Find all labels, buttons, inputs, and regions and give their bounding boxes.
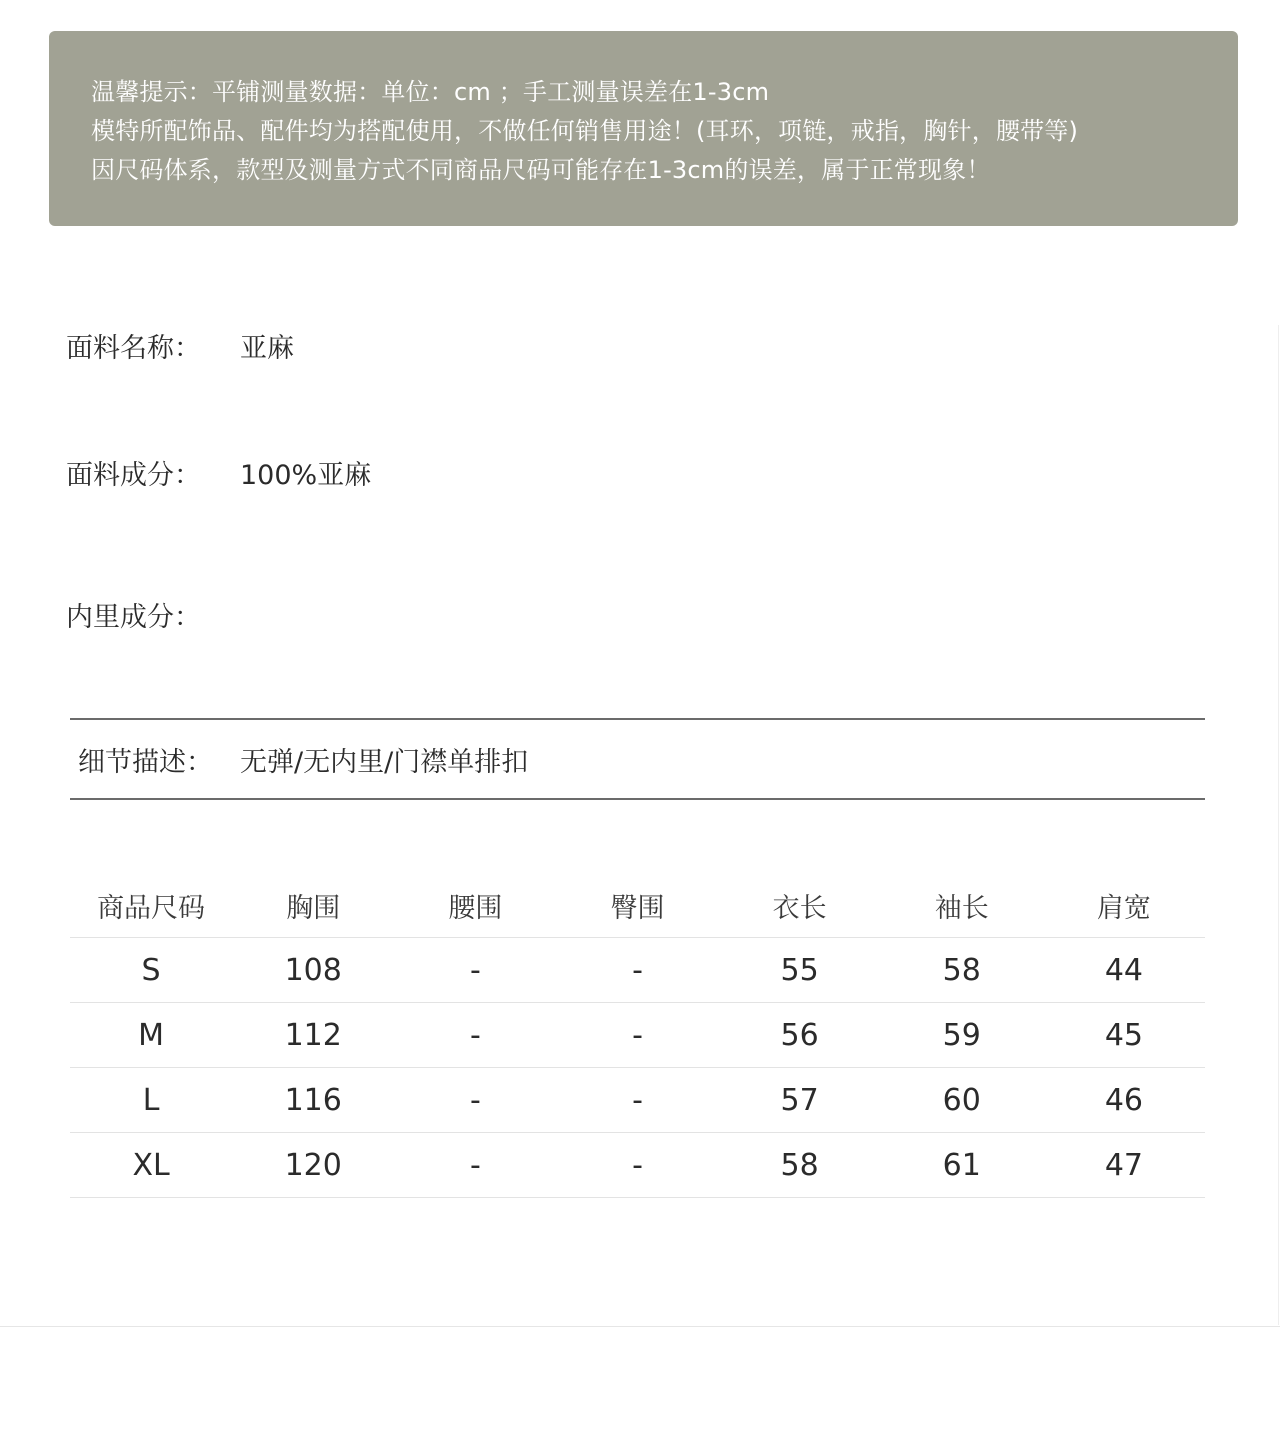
header-chest: 胸围: [232, 874, 394, 938]
fabric-name-label: 面料名称：: [66, 333, 201, 364]
table-cell: 59: [881, 1003, 1043, 1068]
table-cell: -: [394, 1133, 556, 1198]
table-cell: -: [394, 938, 556, 1003]
table-cell: 112: [232, 1003, 394, 1068]
table-row: [70, 1003, 1205, 1068]
header-waist: 腰围: [394, 874, 556, 938]
detail-top-divider: [70, 718, 1205, 720]
table-row: [70, 1133, 1205, 1198]
bottom-divider: [0, 1326, 1280, 1327]
table-cell: XL: [70, 1133, 232, 1198]
table-cell: 58: [719, 1133, 881, 1198]
header-size: 商品尺码: [70, 874, 232, 938]
table-cell: 56: [719, 1003, 881, 1068]
table-cell: -: [556, 938, 718, 1003]
detail-bottom-divider: [70, 798, 1205, 800]
lining-composition-label: 内里成分：: [66, 602, 201, 633]
size-table-header-row: [70, 874, 1205, 938]
table-cell: 120: [232, 1133, 394, 1198]
fabric-name-value: 亚麻: [240, 333, 294, 364]
size-table: [70, 874, 1205, 1198]
header-sleeve: 袖长: [881, 874, 1043, 938]
table-cell: 58: [881, 938, 1043, 1003]
table-row: [70, 1068, 1205, 1133]
table-cell: 108: [232, 938, 394, 1003]
right-edge-line: [1278, 325, 1279, 1325]
table-cell: -: [394, 1068, 556, 1133]
fabric-name-row: [66, 326, 294, 365]
header-length: 衣长: [719, 874, 881, 938]
table-cell: S: [70, 938, 232, 1003]
table-cell: 44: [1043, 938, 1205, 1003]
detail-value: 无弹/无内里/门襟单排扣: [240, 747, 529, 778]
header-hip: 臀围: [556, 874, 718, 938]
table-cell: 46: [1043, 1068, 1205, 1133]
detail-row: [78, 740, 528, 779]
fabric-composition-label: 面料成分：: [66, 460, 201, 491]
table-cell: 57: [719, 1068, 881, 1133]
table-row: [70, 938, 1205, 1003]
detail-label: 细节描述：: [78, 747, 213, 778]
fabric-composition-value: 100%亚麻: [240, 460, 372, 491]
table-cell: L: [70, 1068, 232, 1133]
table-cell: 47: [1043, 1133, 1205, 1198]
table-cell: 60: [881, 1068, 1043, 1133]
fabric-composition-row: [66, 453, 371, 492]
table-cell: 116: [232, 1068, 394, 1133]
table-cell: -: [556, 1003, 718, 1068]
lining-composition-row: [66, 595, 240, 634]
notice-line-measurement: 温馨提示：平铺测量数据：单位：cm ；手工测量误差在1-3cm: [91, 78, 770, 106]
notice-box: [49, 31, 1238, 226]
table-cell: M: [70, 1003, 232, 1068]
table-cell: -: [556, 1133, 718, 1198]
table-cell: 45: [1043, 1003, 1205, 1068]
table-cell: -: [556, 1068, 718, 1133]
notice-line-accessories: 模特所配饰品、配件均为搭配使用，不做任何销售用途！(耳环，项链，戒指，胸针，腰带等): [91, 117, 1079, 145]
header-shoulder: 肩宽: [1043, 874, 1205, 938]
table-cell: 55: [719, 938, 881, 1003]
notice-line-size-error: 因尺码体系，款型及测量方式不同商品尺码可能存在1-3cm的误差，属于正常现象！: [91, 156, 991, 184]
table-cell: 61: [881, 1133, 1043, 1198]
table-cell: -: [394, 1003, 556, 1068]
